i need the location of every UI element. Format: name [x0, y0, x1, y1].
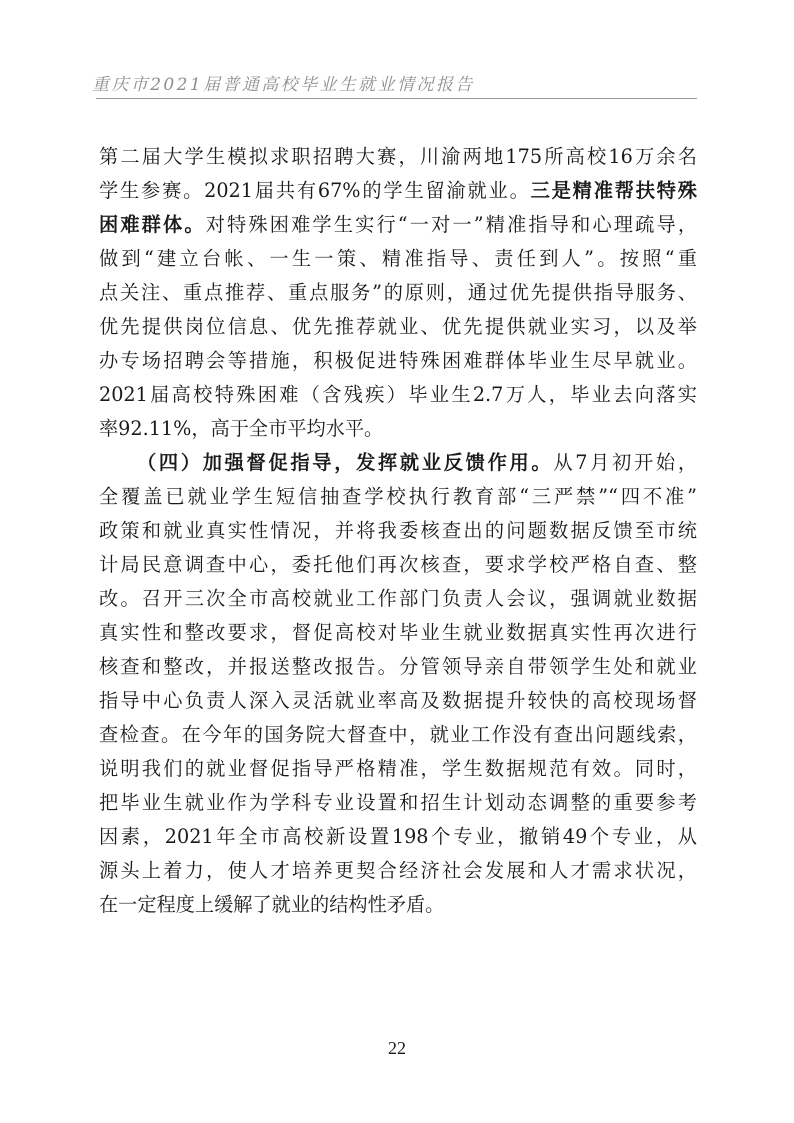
text-run: 查检查。在今年的国务院大督查中，就业工作没有查出问题线索，: [99, 723, 697, 746]
text-run: 2021届高校特殊困难（含残疾）毕业生2.7万人，毕业去向落实: [99, 383, 697, 406]
text-line: [99, 378, 697, 412]
text-line: [99, 616, 697, 650]
text-line: [99, 752, 697, 786]
text-line: [99, 582, 697, 616]
text-run: 把毕业生就业作为学科专业设置和招生计划动态调整的重要参考: [99, 791, 697, 814]
text-run: 从7月初开始，: [553, 451, 698, 474]
text-run: 做到“建立台帐、一生一策、精准指导、责任到人”。按照“重: [99, 247, 697, 270]
text-run: 说明我们的就业督促指导严格精准，学生数据规范有效。同时，: [99, 757, 697, 780]
text-line: [99, 310, 697, 344]
text-line: [99, 140, 697, 174]
text-run: 优先提供岗位信息、优先推荐就业、优先提供就业实习，以及举: [99, 315, 697, 338]
page-number: 22: [388, 1038, 406, 1058]
text-line: [99, 650, 697, 684]
text-run: 改。召开三次全市高校就业工作部门负责人会议，强调就业数据: [99, 587, 697, 610]
text-line: [99, 854, 697, 888]
text-run: 在一定程度上缓解了就业的结构性矛盾。: [99, 893, 445, 916]
text-line: [99, 242, 697, 276]
text-run: 办专场招聘会等措施，积极促进特殊困难群体毕业生尽早就业。: [99, 349, 697, 372]
text-line: [99, 786, 697, 820]
bold-text-run: （四）加强督促指导，发挥就业反馈作用。: [137, 451, 554, 474]
text-line: [99, 276, 697, 310]
header-rule: [96, 98, 697, 99]
section-heading-line: [99, 446, 697, 480]
text-line: [99, 174, 697, 208]
report-body: [99, 140, 697, 922]
text-run: 指导中心负责人深入灵活就业率高及数据提升较快的高校现场督: [99, 689, 697, 712]
text-run: 学生参赛。2021届共有67%的学生留渝就业。: [99, 179, 531, 202]
text-run: 源头上着力，使人才培养更契合经济社会发展和人才需求状况，: [99, 859, 697, 882]
text-line: [99, 480, 697, 514]
text-line: [99, 684, 697, 718]
text-line: [99, 548, 697, 582]
bold-text-run: 困难群体。: [99, 213, 206, 236]
text-line: [99, 344, 697, 378]
text-run: 计局民意调查中心，委托他们再次核查，要求学校严格自查、整: [99, 553, 697, 576]
text-run: 真实性和整改要求，督促高校对毕业生就业数据真实性再次进行: [99, 621, 697, 644]
text-run: 全覆盖已就业学生短信抽查学校执行教育部“三严禁”“四不准”: [99, 485, 697, 508]
bold-text-run: 三是精准帮扶特殊: [530, 179, 697, 202]
text-line: [99, 208, 697, 242]
text-line: [99, 888, 697, 922]
text-line: [99, 820, 697, 854]
text-run: 率92.11%，高于全市平均水平。: [99, 417, 384, 440]
text-run: 点关注、重点推荐、重点服务”的原则，通过优先提供指导服务、: [99, 281, 697, 304]
text-run: 第二届大学生模拟求职招聘大赛，川渝两地175所高校16万余名: [99, 145, 697, 168]
text-run: 对特殊困难学生实行“一对一”精准指导和心理疏导，: [205, 213, 698, 236]
text-line: [99, 514, 697, 548]
text-run: 核查和整改，并报送整改报告。分管领导亲自带领学生处和就业: [99, 655, 697, 678]
text-line: [99, 412, 697, 446]
text-run: 因素，2021年全市高校新设置198个专业，撤销49个专业，从: [99, 825, 697, 848]
text-line: [99, 718, 697, 752]
text-run: 政策和就业真实性情况，并将我委核查出的问题数据反馈至市统: [99, 519, 697, 542]
running-header: 重庆市2021届普通高校毕业生就业情况报告: [92, 75, 475, 95]
